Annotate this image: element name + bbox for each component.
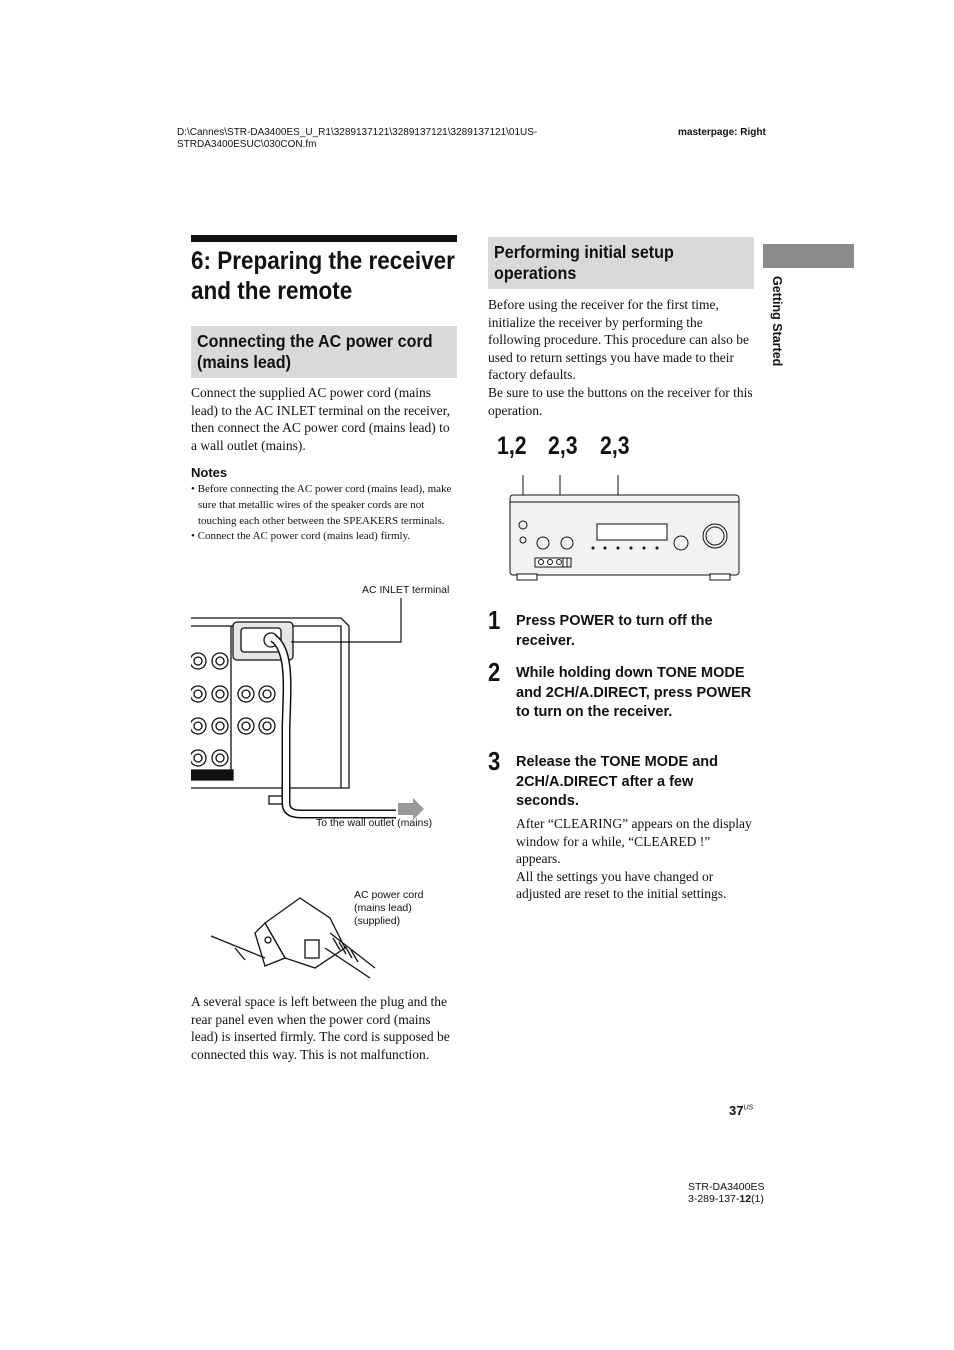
section-heading-ac-power: Connecting the AC power cord (mains lead) (191, 326, 457, 378)
page-number: $37^{US}$ (729, 1103, 754, 1118)
receiver-front-panel-illustration (505, 470, 745, 585)
chapter-tab-label: Getting Started (770, 276, 784, 367)
model-code: STR-DA3400ES 3-289-137-12(1) (688, 1181, 765, 1205)
step-number: 2 (488, 657, 501, 687)
page-title: 6: Preparing the receiver and the remote (191, 235, 457, 306)
notes-list (191, 482, 459, 545)
setup-intro-paragraph: Before using the receiver for the first time, initialize the receiver by performing the following procedure. This procedure can also be used to return settings you have made to their factory defaults. Be sure to use the buttons on the receiver for this operation. (488, 297, 753, 418)
step-text: Release the TONE MODE and 2CH/A.DIRECT after a few seconds. (516, 754, 718, 809)
diagram-label-2ch: 2,3 (600, 432, 630, 460)
note-item: • Connect the AC power cord (mains lead) firmly. (191, 530, 411, 543)
diagram-label-power: 1,2 (497, 432, 527, 460)
diagram-label-tone-mode: 2,3 (548, 432, 578, 460)
ac-intro-paragraph: Connect the supplied AC power cord (mains lead) to the AC INLET terminal on the receiver, then connect the AC power cord (mains lead) to a wall outlet (mains). (191, 385, 450, 453)
step-text: While holding down TONE MODE and 2CH/A.DIRECT, press POWER to turn on the receiver. (516, 665, 752, 720)
masterpage-label: masterpage: Right (678, 127, 766, 138)
step-number: 1 (488, 605, 501, 635)
step3-detail: After “CLEARING” appears on the display window for a while, “CLEARED !” appears. All the settings you have changed or adjusted are reset to the initial settings. (516, 816, 752, 902)
closing-paragraph: A several space is left between the plug and the rear panel even when the power cord (mains lead) is inserted firmly. The cord is supposed be connected this way. This is not malfunction. (191, 994, 450, 1062)
ac-inlet-caption: AC INLET terminal (362, 584, 450, 596)
chapter-tab (763, 244, 854, 268)
wall-outlet-caption: To the wall outlet (mains) (316, 817, 433, 829)
power-cord-caption: AC power cord (mains lead) (supplied) (354, 889, 424, 927)
step-text: Press POWER to turn off the receiver. (516, 613, 713, 649)
note-item: • Before connecting the AC power cord (mains lead), make sure that metallic wires of the speaker cords are not touching each other between the SPEAKERS terminals. (191, 483, 452, 527)
step-number: 3 (488, 746, 501, 776)
file-path-header: D:\Cannes\STR-DA3400ES_U_R1\3289137121\3289137121\3289137121\01US- STRDA3400ESUC\030CON.fm (177, 127, 538, 150)
rear-panel-illustration (191, 598, 451, 820)
notes-heading: Notes (191, 465, 228, 480)
section-heading-initial-setup: Performing initial setup operations (488, 237, 754, 289)
